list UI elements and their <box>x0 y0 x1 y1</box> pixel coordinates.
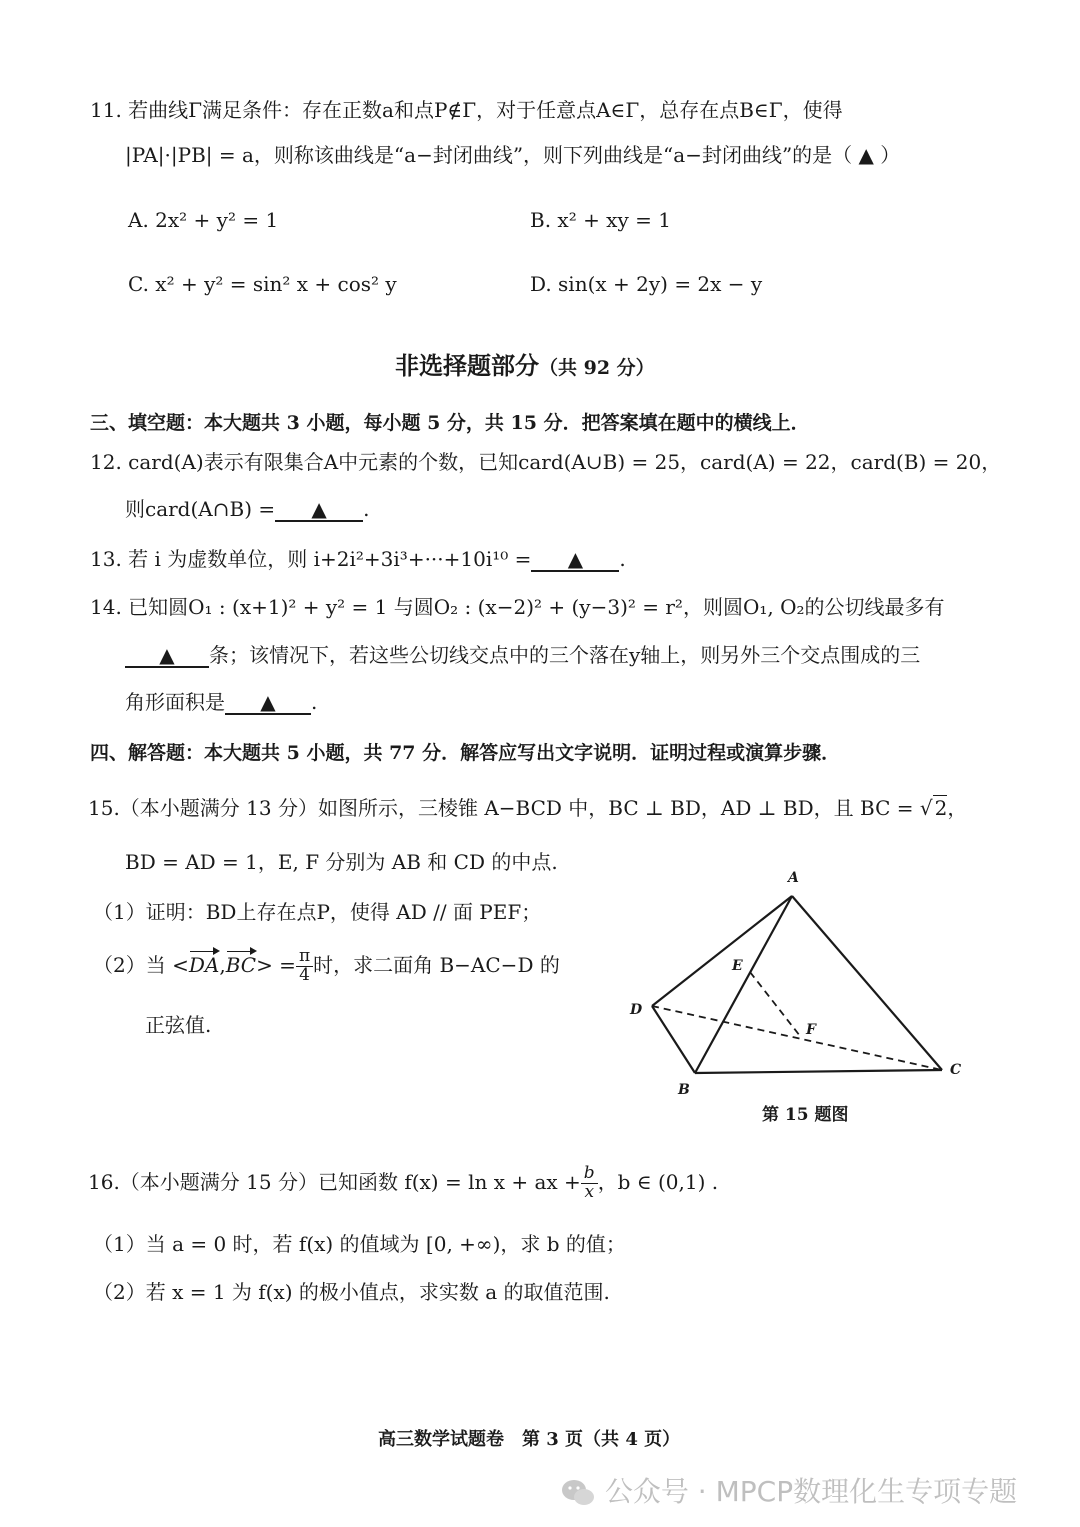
q14-line3-suffix: . <box>311 690 318 714</box>
edge-ad <box>652 896 792 1006</box>
q11-option-c: C. x² + y² = sin² x + cos² y <box>128 272 397 296</box>
q13-suffix: . <box>619 547 626 571</box>
q15-part2-eq: > = <box>256 952 296 977</box>
q16-part1: （1）当 a = 0 时，若 f(x) 的值域为 [0, +∞)，求 b 的值； <box>93 1232 626 1256</box>
q14-answer-blank-2: ▲ <box>225 691 311 715</box>
page-footer: 高三数学试题卷 第 3 页（共 4 页） <box>378 1429 681 1450</box>
q16-part2: （2）若 x = 1 为 f(x) 的极小值点，求实数 a 的取值范围. <box>93 1280 610 1304</box>
q15-part2 <box>93 948 560 985</box>
q14-line2 <box>125 643 920 668</box>
q11-line1: 11. 若曲线Γ满足条件：存在正数a和点P∉Γ，对于任意点A∈Γ，总存在点B∈Γ，使得 <box>90 98 843 122</box>
q12-line2 <box>125 497 369 522</box>
edge-bc <box>695 1070 942 1073</box>
watermark-text: 公众号 · MPCP数理化生专项专题 <box>604 1475 1018 1508</box>
label-c: C <box>950 1062 962 1078</box>
q16-fraction-numerator: b <box>581 1165 598 1184</box>
q16-line1-end: ，b ∈ (0,1) . <box>597 1169 719 1194</box>
q14-line1: 14. 已知圆O₁ : (x+1)² + y² = 1 与圆O₂ : (x−2)² + (y−3)² = r²，则圆O₁, O₂的公切线最多有 <box>90 595 945 619</box>
q15-sqrt-value: 2 <box>934 796 948 820</box>
figure-caption: 第 15 题图 <box>762 1105 849 1125</box>
section-title-sub: （共 92 分） <box>539 357 655 379</box>
q12-line1: 12. card(A)表示有限集合A中元素的个数，已知card(A∪B) = 25，card(A) = 22，card(B) = 20， <box>90 450 1002 474</box>
q15-fraction-numerator: π <box>296 948 313 967</box>
part4-heading: 四、解答题：本大题共 5 小题，共 77 分．解答应写出文字说明．证明过程或演算步骤． <box>90 742 841 764</box>
q11-option-d: D. sin(x + 2y) = 2x − y <box>530 272 763 296</box>
q15-fraction-denominator: 4 <box>299 964 310 985</box>
edge-ac <box>792 896 942 1070</box>
section-title <box>395 352 655 381</box>
vector-bc: BC <box>225 952 257 977</box>
q11-option-a: A. 2x² + y² = 1 <box>128 208 279 232</box>
q14-answer-blank-1: ▲ <box>125 644 209 668</box>
label-a: A <box>788 870 799 886</box>
label-b: B <box>678 1082 690 1098</box>
edge-ab <box>695 896 792 1073</box>
q15-line1 <box>88 796 967 820</box>
wechat-icon <box>560 1478 596 1508</box>
q12-line2-suffix: . <box>363 497 370 521</box>
q11-line2: |PA|·|PB| = a，则称该曲线是“a−封闭曲线”，则下列曲线是“a−封闭曲线”的是（ ▲ ） <box>125 143 901 167</box>
q13-prefix: 13. 若 i 为虚数单位，则 i+2i²+3i³+···+10i¹⁰ = <box>90 547 532 571</box>
label-d: D <box>630 1002 643 1018</box>
q12-answer-blank: ▲ <box>275 498 363 522</box>
q14-line3-prefix: 角形面积是 <box>125 690 225 714</box>
q15-vector-comma: , <box>219 952 226 977</box>
label-e: E <box>732 958 743 974</box>
q13-line <box>90 547 626 572</box>
edge-dc-hidden <box>652 1006 942 1070</box>
q15-part2-prefix: （2）当 < <box>93 952 189 977</box>
q15-part1: （1）证明：BD上存在点P，使得 AD // 面 PEF； <box>93 900 542 924</box>
section-title-main: 非选择题部分 <box>395 351 539 380</box>
q12-line2-prefix: 则card(A∩B) = <box>125 497 276 521</box>
edge-db <box>652 1006 695 1073</box>
q13-answer-blank: ▲ <box>531 548 619 572</box>
q15-line2: BD = AD = 1，E, F 分别为 AB 和 CD 的中点. <box>125 850 558 874</box>
q16-fraction-denominator: x <box>584 1181 595 1202</box>
q15-line1-end: ， <box>947 796 968 820</box>
q16-line1-text: 16.（本小题满分 15 分）已知函数 f(x) = ln x + ax + <box>88 1169 581 1194</box>
part3-heading: 三、填空题：本大题共 3 小题，每小题 5 分，共 15 分．把答案填在题中的横线上． <box>90 412 810 434</box>
label-f: F <box>806 1022 816 1038</box>
q15-part2-suffix: 时，求二面角 B−AC−D 的 <box>313 952 560 977</box>
q14-line3 <box>125 690 317 715</box>
q11-option-b: B. x² + xy = 1 <box>530 208 671 232</box>
tetrahedron-figure <box>620 860 980 1130</box>
q15-fraction <box>296 948 313 985</box>
q16-line1 <box>88 1165 718 1202</box>
q16-fraction <box>581 1165 598 1202</box>
q14-line2-suffix: 条；该情况下，若这些公切线交点中的三个落在y轴上，则另外三个交点围成的三 <box>209 643 921 667</box>
q15-line1-text: 15.（本小题满分 13 分）如图所示，三棱锥 A−BCD 中，BC ⊥ BD，AD ⊥ BD，且 BC = √ <box>88 796 933 820</box>
segment-ef-hidden <box>750 972 800 1036</box>
watermark <box>560 1470 1017 1510</box>
q15-part2-line2: 正弦值. <box>145 1013 212 1037</box>
vector-da: DA <box>188 952 220 977</box>
